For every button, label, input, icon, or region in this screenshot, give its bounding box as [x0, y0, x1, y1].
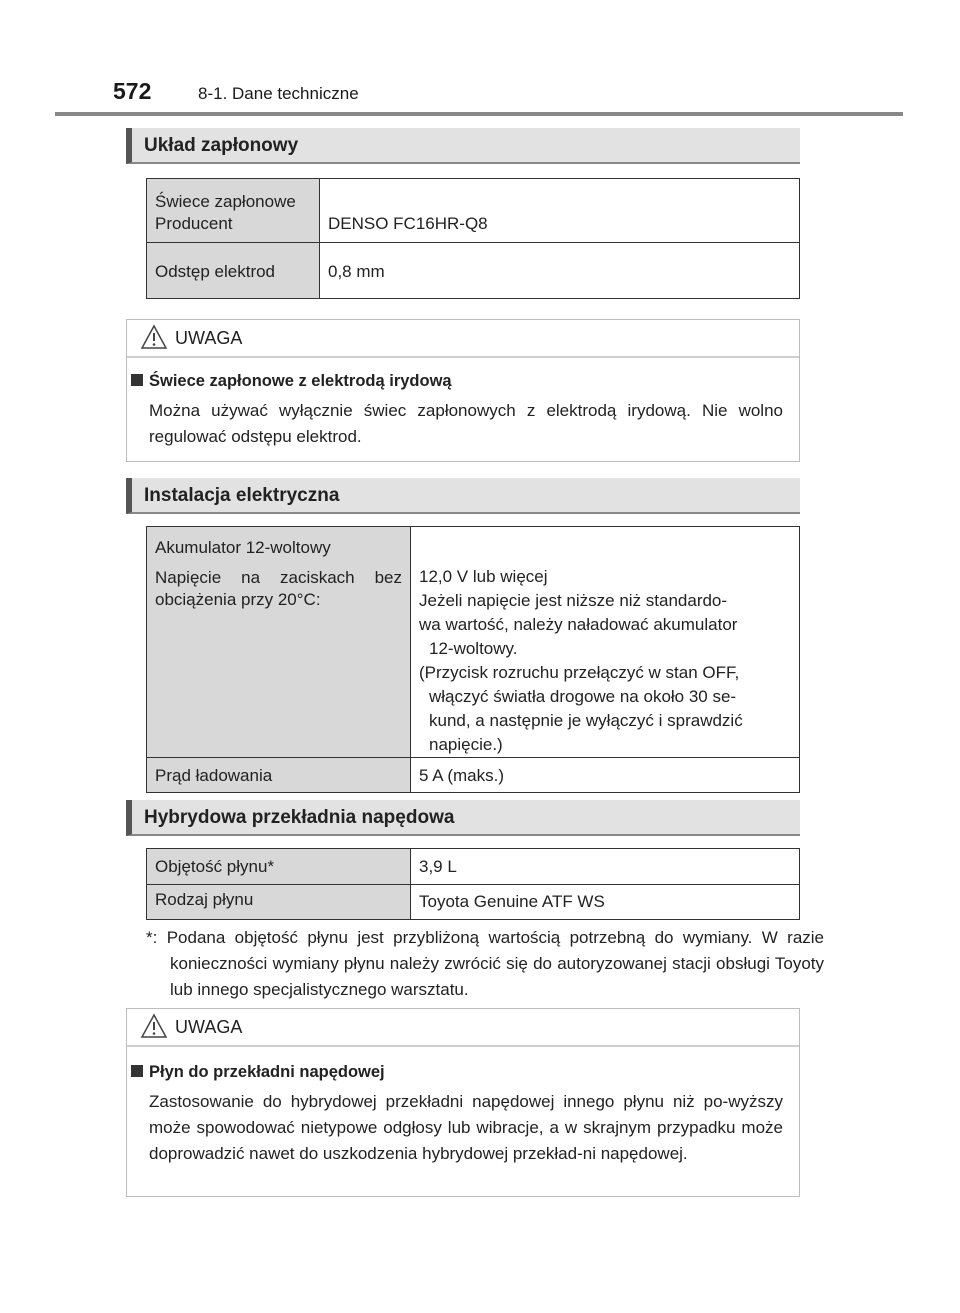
footnote: [146, 925, 824, 1003]
fluid-capacity-value: 3,9 L: [411, 849, 800, 885]
section-title-transmission: Hybrydowa przekładnia napędowa: [144, 807, 455, 828]
battery-label: Akumulator 12-woltowy: [155, 538, 331, 557]
warning-text: Można używać wyłącznie świec zapłonowych z elektrodą irydową. Nie wolno regulować odstępu elektrod.: [149, 401, 783, 446]
warning-box-spark-plugs: [126, 319, 800, 462]
page-number: 572: [113, 78, 152, 104]
voltage-line: 12,0 V lub więcej: [419, 567, 548, 586]
voltage-line: wa wartość, należy naładować akumulator: [419, 615, 738, 634]
warning-header: [127, 1009, 799, 1047]
section-title-electrical: Instalacja elektryczna: [144, 485, 340, 506]
voltage-line: (Przycisk rozruchu przełączyć w stan OFF,: [419, 663, 740, 682]
electrical-table: [146, 526, 800, 793]
header-divider: [55, 112, 903, 116]
warning-title: UWAGA: [175, 1017, 243, 1037]
footnote-mark: *:: [146, 928, 158, 947]
voltage-line: 12-woltowy.: [429, 639, 518, 658]
spark-plugs-label: Świece zapłonowe: [155, 192, 296, 211]
section-header-ignition: [126, 128, 800, 164]
warning-subtitle: [131, 1063, 385, 1082]
warning-subtitle-text: Świece zapłonowe z elektrodą irydową: [149, 372, 452, 390]
warning-triangle-icon: [140, 324, 168, 350]
voltage-value-cell: [411, 527, 800, 758]
voltage-line: kund, a następnie je wyłączyć i sprawdzić: [429, 711, 743, 730]
chapter-title: 8-1. Dane techniczne: [198, 84, 359, 103]
producer-value: DENSO FC16HR-Q8: [320, 179, 800, 243]
warning-subtitle: [131, 372, 452, 391]
charging-current-label: Prąd ładowania: [147, 758, 411, 793]
fluid-capacity-label: Objętość płynu*: [147, 849, 411, 885]
warning-triangle-icon: [140, 1013, 168, 1039]
warning-header: [127, 320, 799, 358]
voltage-line: Jeżeli napięcie jest niższe niż standardo-: [419, 591, 728, 610]
voltage-line: napięcie.): [429, 735, 503, 754]
fluid-type-value: Toyota Genuine ATF WS: [411, 885, 800, 920]
electrode-gap-value: 0,8 mm: [320, 243, 800, 299]
section-header-electrical: [126, 478, 800, 514]
charging-current-value: 5 A (maks.): [411, 758, 800, 793]
fluid-type-label: Rodzaj płynu: [147, 885, 411, 920]
section-header-transmission: [126, 800, 800, 836]
voltage-label: Napięcie na zaciskach bez obciążenia przy 20°C:: [155, 568, 402, 609]
section-title-ignition: Układ zapłonowy: [144, 135, 299, 156]
square-bullet-icon: [131, 374, 143, 386]
warning-title: UWAGA: [175, 328, 243, 348]
transmission-table: [146, 848, 800, 920]
spark-plug-producer-label-cell: [147, 179, 320, 243]
ignition-table: [146, 178, 800, 299]
warning-text: Zastosowanie do hybrydowej przekładni napędowej innego płynu niż po-wyższy może spowodować nietypowe odgłosy lub wibracje, a w skrajnym przypadku może doprowadzić nawet do uszkodzenia hybrydowej przekład-ni napędowej.: [149, 1092, 783, 1163]
warning-box-transmission-fluid: [126, 1008, 800, 1197]
warning-subtitle-text: Płyn do przekładni napędowej: [149, 1063, 385, 1081]
battery-voltage-label-cell: [147, 527, 411, 758]
voltage-line: włączyć światła drogowe na około 30 se-: [429, 687, 737, 706]
producer-label: Producent: [155, 214, 233, 233]
electrode-gap-label: Odstęp elektrod: [147, 243, 320, 299]
square-bullet-icon: [131, 1065, 143, 1077]
footnote-text: Podana objętość płynu jest przybliżoną wartością potrzebną do wymiany. W razie konieczności wymiany płynu należy zwrócić się do autoryzowanej stacji obsługi Toyoty lub innego specjalistycznego warsztatu.: [166, 928, 824, 999]
